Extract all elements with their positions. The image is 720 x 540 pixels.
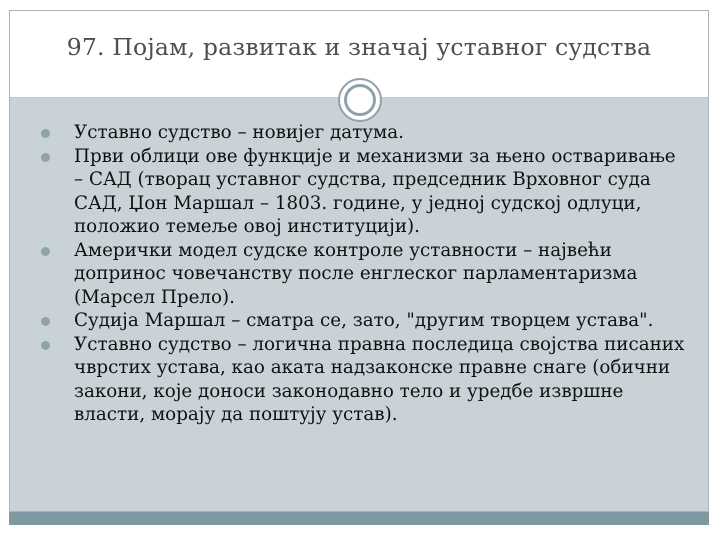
bullet-item bbox=[28, 239, 688, 310]
circle-ornament-icon bbox=[338, 78, 382, 122]
bullet-item bbox=[28, 145, 688, 239]
slide-title: 97. Појам, развитак и значај уставног судства bbox=[66, 33, 652, 61]
bullet-text: Уставно судство – логична правна последица својства писаних чврстих устава, као аката надзаконске правне снаге (обични закони, које доноси законодавно тело и уредбе извршне власти, морају да поштују устав). bbox=[74, 333, 685, 425]
slide-frame bbox=[9, 10, 709, 512]
bullet-dot-icon bbox=[41, 341, 50, 350]
bullet-list bbox=[28, 121, 688, 427]
bullet-text: Уставно судство – новијег датума. bbox=[74, 122, 404, 143]
bullet-dot-icon bbox=[41, 317, 50, 326]
bullet-item bbox=[28, 121, 688, 145]
bullet-item bbox=[28, 333, 688, 427]
bullet-text: Судија Маршал – сматра се, зато, "другим творцем устава". bbox=[74, 310, 654, 331]
bullet-item bbox=[28, 309, 688, 333]
bottom-accent-bar bbox=[9, 512, 709, 525]
bullet-text: Први облици ове функције и механизми за њено остваривање – САД (творац уставног судства, председник Врховног суда САД, Џон Маршал – 1803. године, у једној судској одлуци, положио темеље овој институцији). bbox=[74, 145, 676, 237]
bullet-dot-icon bbox=[41, 247, 50, 256]
circle-ornament-inner-ring bbox=[344, 84, 376, 116]
bullet-dot-icon bbox=[41, 129, 50, 138]
bullet-text: Амерички модел судске контроле уставности – највећи допринос човечанству после енглеског парламентаризма (Марсел Прело). bbox=[74, 239, 638, 308]
bullet-dot-icon bbox=[41, 153, 50, 162]
